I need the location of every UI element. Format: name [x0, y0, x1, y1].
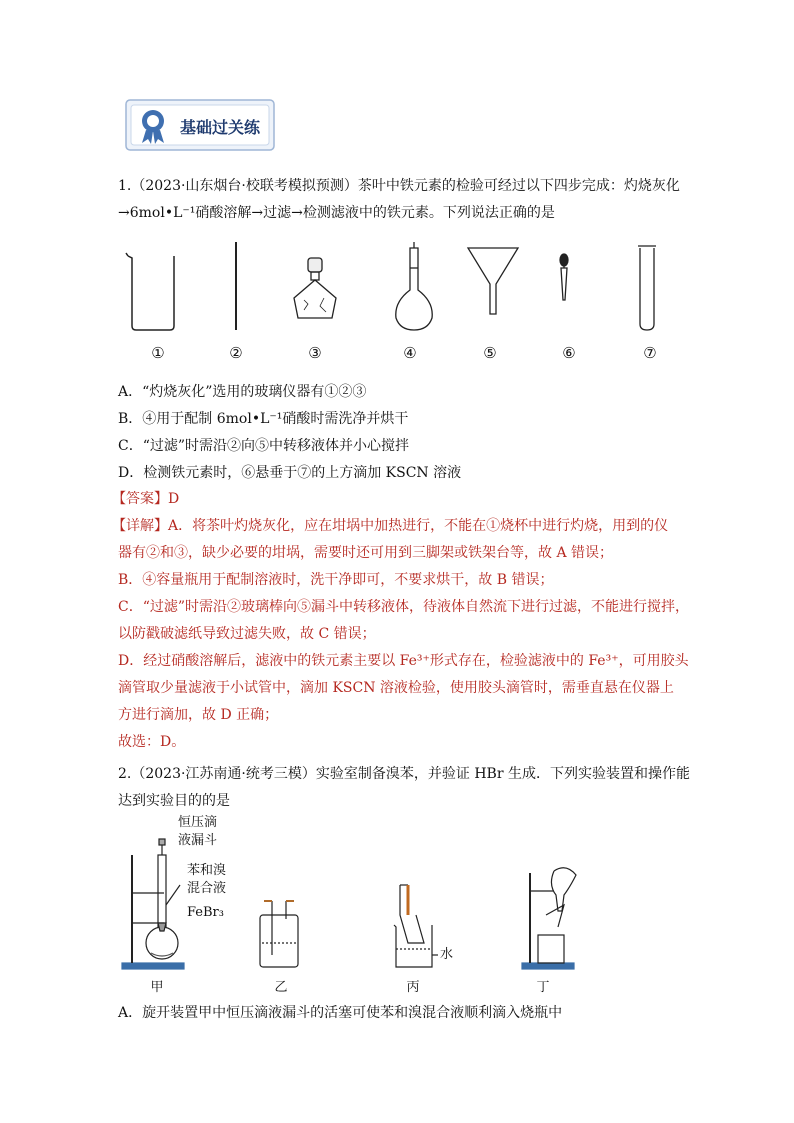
answer-value: D — [168, 491, 180, 507]
funnel-label-1: 恒压滴 — [178, 815, 218, 830]
apparatus-label-1: ① — [151, 344, 165, 362]
volumetric-flask-icon — [396, 242, 432, 330]
catalyst-label: FeBr₃ — [187, 905, 224, 920]
dropper-icon — [560, 254, 568, 300]
q1-detail-line2: 器有②和③，缺少必要的坩埚，需要时还可用到三脚架或铁架台等，故 A 错误； — [118, 545, 614, 561]
funnel-icon — [468, 248, 518, 314]
funnel-label-2: 液漏斗 — [178, 833, 218, 848]
answer-label: 【答案】 — [112, 491, 168, 507]
mix-label-2: 混合液 — [187, 881, 227, 896]
section-title: 基础过关练 — [180, 118, 261, 137]
apparatus-label-5: ⑤ — [483, 344, 497, 362]
apparatus-label-7: ⑦ — [643, 344, 657, 362]
q1-detail-line3: B．④容量瓶用于配制溶液时，洗干净即可，不要求烘干，故 B 错误； — [118, 572, 554, 588]
q2-stem-line1: 2.（2023·江苏南通·统考三模）实验室制备溴苯，并验证 HBr 生成．下列实验装置和操作能 — [118, 766, 690, 782]
test-tube-icon — [638, 246, 656, 330]
q1-answer — [112, 489, 179, 509]
q2-stem-line2: 达到实验目的的是 — [118, 793, 230, 809]
q1-option-c: C．“过滤”时需沿②向⑤中转移液体并小心搅拌 — [118, 438, 410, 454]
apparatus-yi — [260, 901, 298, 967]
apparatus-label-bing: 丙 — [406, 980, 420, 995]
q1-apparatus-figure — [118, 238, 678, 338]
apparatus-label-2: ② — [229, 344, 243, 362]
q1-detail-line6: D．经过硝酸溶解后，滤液中的铁元素主要以 Fe³⁺形式存在，检验滤液中的 Fe³⁺，可用胶头 — [118, 653, 689, 669]
apparatus-label-ding: 丁 — [536, 980, 550, 995]
apparatus-label-4: ④ — [403, 344, 417, 362]
mix-label-1: 苯和溴 — [187, 863, 227, 878]
alcohol-lamp-icon — [294, 258, 336, 318]
apparatus-ding — [522, 868, 576, 969]
q1-stem-line2: →6mol•L⁻¹硝酸溶解→过滤→检测滤液中的铁元素。下列说法正确的是 — [118, 205, 555, 221]
beaker-icon — [126, 253, 174, 330]
q1-detail-line4: C．“过滤”时需沿②玻璃棒向⑤漏斗中转移液体，待液体自然流下进行过滤，不能进行搅拌， — [118, 599, 690, 615]
q1-option-b: B．④用于配制 6mol•L⁻¹硝酸时需洗净并烘干 — [118, 411, 409, 427]
apparatus-label-yi: 乙 — [274, 980, 288, 995]
q1-option-a: A．“灼烧灰化”选用的玻璃仪器有①②③ — [118, 384, 367, 400]
q1-stem-line1: 1.（2023·山东烟台·校联考模拟预测）茶叶中铁元素的检验可经过以下四步完成：灼烧灰化 — [118, 178, 680, 194]
q2-option-a: A．旋开装置甲中恒压滴液漏斗的活塞可使苯和溴混合液顺利滴入烧瓶中 — [118, 1005, 563, 1021]
detail-label: 【详解】 — [112, 518, 168, 534]
q1-conclusion: 故选：D。 — [118, 734, 186, 750]
apparatus-jia — [122, 839, 184, 969]
apparatus-label-jia: 甲 — [150, 980, 164, 995]
q1-detail-line5: 以防戳破滤纸导致过滤失败，故 C 错误； — [118, 626, 376, 642]
water-label: 水 — [440, 947, 454, 962]
apparatus-bing — [394, 885, 438, 967]
apparatus-label-3: ③ — [308, 344, 322, 362]
q1-option-d: D．检测铁元素时，⑥悬垂于⑦的上方滴加 KSCN 溶液 — [118, 465, 462, 481]
q1-detail-line1: 【详解】A．将茶叶灼烧灰化，应在坩埚中加热进行，不能在①烧杯中进行灼烧，用到的仪 — [112, 518, 669, 534]
apparatus-label-6: ⑥ — [562, 344, 576, 362]
q1-detail-line7: 滴管取少量滤液于小试管中，滴加 KSCN 溶液检验，使用胶头滴管时，需垂直悬在仪器上 — [118, 680, 674, 696]
q1-detail-line8: 方进行滴加，故 D 正确； — [118, 707, 279, 723]
